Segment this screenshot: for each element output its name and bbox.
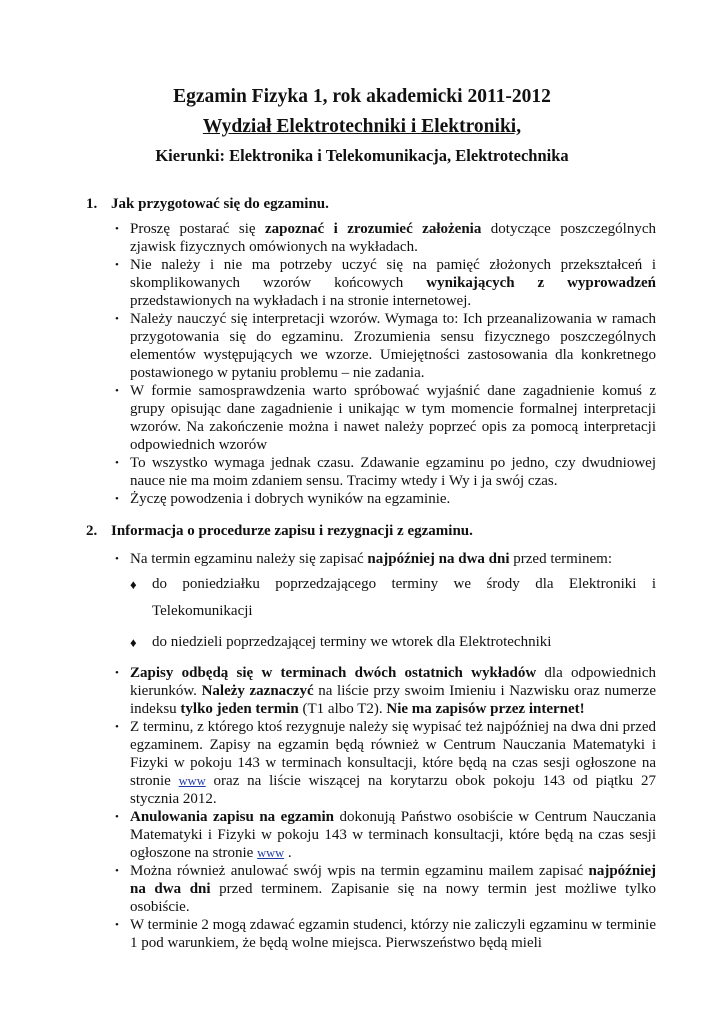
- section-1-number: 1.: [86, 196, 98, 212]
- sublist-item: ♦ do poniedziałku poprzedzającego terminy we środy dla Elektroniki i Telekomunikacji: [86, 571, 656, 625]
- majors-heading: Kierunki: Elektronika i Telekomunikacja, Elektrotechnika: [155, 146, 569, 165]
- section-1-heading: [86, 196, 656, 213]
- diamond-bullet-icon: ♦: [130, 577, 137, 592]
- document-title: Egzamin Fizyka 1, rok akademicki 2011-2012: [173, 86, 551, 107]
- diamond-bullet-icon: ♦: [130, 635, 137, 650]
- list-item: • Proszę postarać się zapoznać i zrozumieć założenia dotyczące poszczególnych zjawisk fizycznych omówionych na wykładach.: [86, 220, 656, 256]
- list-item: • Z terminu, z którego ktoś rezygnuje należy się wypisać też najpóźniej na dwa dni przed egzaminem. Zapisy na egzamin będą również w Centrum Nauczania Matematyki i Fizyki w pokoju 143 w terminach konsultacji, które będą na czas sesji ogłoszone na stronie www oraz na liście wiszącej na korytarzu obok pokoju 143 od piątku 27 stycznia 2012.: [86, 718, 656, 808]
- section-2-list: [86, 550, 656, 568]
- list-item: • Można również anulować swój wpis na termin egzaminu mailem zapisać najpóźniej na dwa dni przed terminem. Zapisanie się na nowy termin jest możliwe tylko osobiście.: [86, 862, 656, 916]
- section-1: [86, 196, 656, 508]
- list-item: • Zapisy odbędą się w terminach dwóch ostatnich wykładów dla odpowiednich kierunków. Należy zaznaczyć na liście przy swoim Imieniu i Nazwisku oraz numerze indeksu tylko jeden termin (T1 albo T2). Nie ma zapisów przez internet!: [86, 664, 656, 718]
- www-link[interactable]: www: [178, 774, 206, 788]
- list-item: • W terminie 2 mogą zdawać egzamin studenci, którzy nie zaliczyli egzaminu w terminie 1 pod warunkiem, że będą wolne miejsca. Pierwszeństwo będą mieli: [86, 916, 656, 952]
- section-2-list-continued: [86, 664, 656, 952]
- deadline-sublist: [86, 571, 656, 656]
- list-item: • Na termin egzaminu należy się zapisać najpóźniej na dwa dni przed terminem:: [86, 550, 656, 568]
- list-item: • Życzę powodzenia i dobrych wyników na egzaminie.: [86, 490, 656, 508]
- section-2: [86, 523, 656, 952]
- www-link[interactable]: www: [257, 846, 285, 860]
- sublist-item: ♦ do niedzieli poprzedzającej terminy we wtorek dla Elektrotechniki: [86, 629, 656, 656]
- faculty-heading: Wydział Elektrotechniki i Elektroniki,: [202, 116, 522, 137]
- section-1-list: [86, 220, 656, 508]
- section-1-title: Jak przygotować się do egzaminu.: [111, 196, 329, 212]
- list-item: • Nie należy i nie ma potrzeby uczyć się na pamięć złożonych przekształceń i skomplikowanych wzorów końcowych wynikających z wyprowadzeń przedstawionych na wykładach i na stronie internetowej.: [86, 256, 656, 310]
- list-item: • W formie samosprawdzenia warto spróbować wyjaśnić dane zagadnienie komuś z grupy opisując dane zagadnienie i unikając w tym momencie formalnej interpretacji wzorów. Na zakończenie można i nawet należy poprzeć opis za pomocą interpretacji odpowiednich wzorów: [86, 382, 656, 454]
- section-2-title: Informacja o procedurze zapisu i rezygnacji z egzaminu.: [111, 523, 473, 539]
- section-2-heading: [86, 523, 656, 540]
- section-2-number: 2.: [86, 523, 98, 539]
- list-item: • To wszystko wymaga jednak czasu. Zdawanie egzaminu po jedno, czy dwudniowej nauce nie ma moim zdaniem sensu. Tracimy wtedy i Wy i ja swój czas.: [86, 454, 656, 490]
- list-item: • Anulowania zapisu na egzamin dokonują Państwo osobiście w Centrum Nauczania Matematyki i Fizyki w pokoju 143 w terminach konsultacji, które będą na czas sesji ogłoszone na stronie www .: [86, 808, 656, 862]
- list-item: • Należy nauczyć się interpretacji wzorów. Wymaga to: Ich przeanalizowania w ramach przygotowania się do egzaminu. Zrozumienia sensu fizycznego poszczególnych elementów występujących we wzorze. Umiejętności zastosowania dla konkretnego postawionego w pytaniu problemu – nie zadania.: [86, 310, 656, 382]
